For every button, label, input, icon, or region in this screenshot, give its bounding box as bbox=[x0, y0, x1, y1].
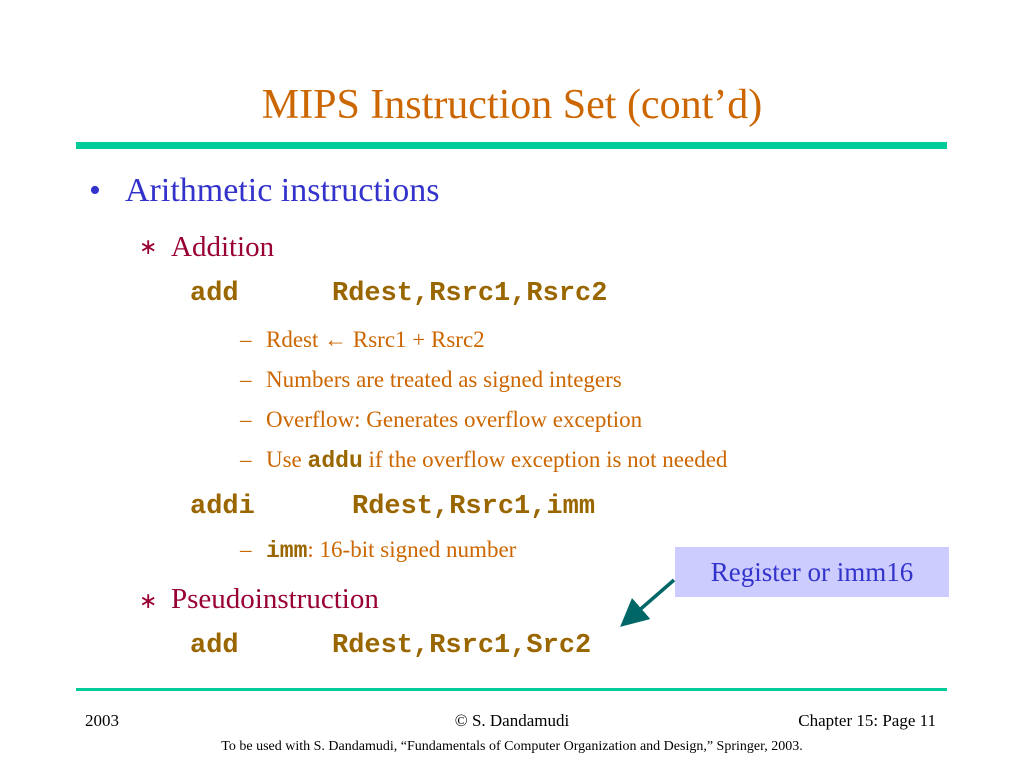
bullet-arithmetic-text: Arithmetic instructions bbox=[125, 172, 440, 209]
footer-copyright: © S. Dandamudi bbox=[454, 711, 570, 730]
pseudo-add-mnemonic: add bbox=[190, 631, 239, 661]
add-mnemonic: add bbox=[190, 279, 239, 309]
note-imm-text: : 16-bit signed number bbox=[307, 537, 517, 562]
addi-operands: Rdest,Rsrc1,imm bbox=[352, 492, 596, 522]
footer-credit: To be used with S. Dandamudi, “Fundamentals of Computer Organization and Design,” Springer, 2003. bbox=[221, 739, 803, 754]
note-dash: – bbox=[240, 447, 252, 472]
pseudo-add-instruction bbox=[190, 628, 591, 664]
addi-mnemonic: addi bbox=[190, 492, 255, 522]
imm-keyword: imm bbox=[266, 538, 308, 564]
note-use-suffix: if the overflow exception is not needed bbox=[362, 447, 728, 472]
pseudoinstruction-label: Pseudoinstruction bbox=[171, 583, 379, 615]
addition-marker: ∗ bbox=[139, 234, 158, 259]
footer-page: Chapter 15: Page 11 bbox=[798, 711, 936, 730]
addition-label: Addition bbox=[171, 231, 275, 263]
note-dash: – bbox=[240, 537, 252, 562]
note-use-prefix: Use bbox=[266, 447, 308, 472]
footer-year: 2003 bbox=[85, 711, 119, 730]
addu-keyword: addu bbox=[307, 448, 363, 474]
pseudo-marker: ∗ bbox=[139, 588, 158, 613]
note-signed-integers: Numbers are treated as signed integers bbox=[266, 367, 622, 392]
note-dash: – bbox=[240, 407, 252, 432]
note-overflow: Overflow: Generates overflow exception bbox=[266, 407, 643, 432]
footer-divider bbox=[76, 688, 947, 691]
register-callout: Register or imm16 bbox=[675, 547, 949, 597]
slide-title: MIPS Instruction Set (cont’d) bbox=[261, 82, 763, 128]
add-operands: Rdest,Rsrc1,Rsrc2 bbox=[332, 279, 608, 309]
pseudo-add-operands: Rdest,Rsrc1,Src2 bbox=[332, 631, 592, 661]
note-dash: – bbox=[240, 367, 252, 392]
note-rdest-sum: Rdest ← Rsrc1 + Rsrc2 bbox=[266, 327, 485, 352]
bullet-dot: • bbox=[89, 172, 101, 209]
note-dash: – bbox=[240, 327, 252, 352]
